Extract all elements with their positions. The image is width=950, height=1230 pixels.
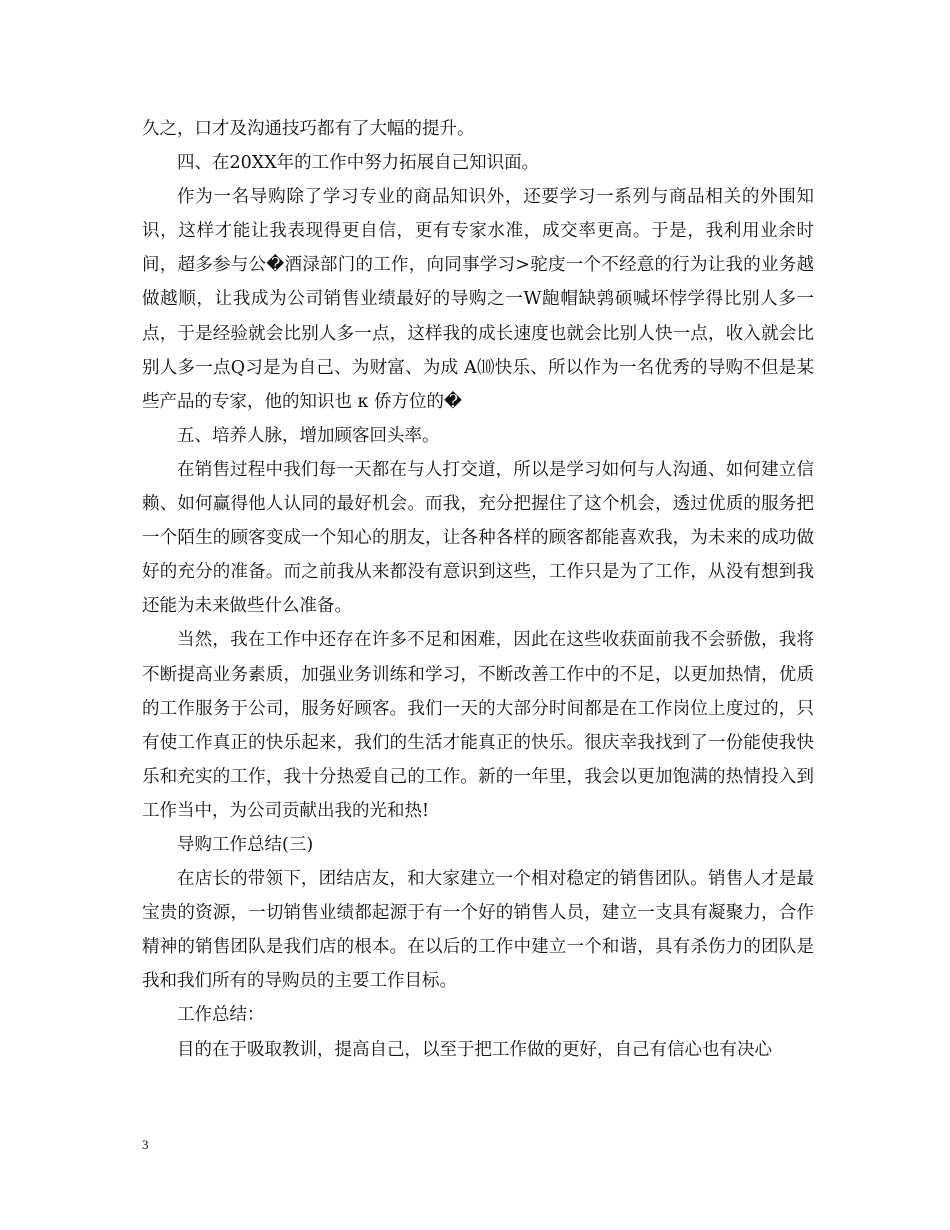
paragraph-6: 目的在于吸取教训，提高自己，以至于把工作做的更好，自己有信心也有决心 bbox=[177, 1039, 772, 1060]
section-title-3: 导购工作总结(三) bbox=[177, 834, 314, 855]
paragraph-3: 在销售过程中我们每一天都在与人打交道，所以是学习如何与人沟通、如何建立信赖、如何赢得他人认同的最好机会。而我，充分把握住了这个机会，透过优质的服务把一个陌生的顾客变成一个知心的朋友，让各种各样的顾客都能喜欢我，为未来的成功做好的充分的准备。而之前我从来都没有意识到这些，工作只是为了工作，从没有想到我还能为未来做些什么准备。 bbox=[142, 459, 814, 617]
paragraph-5: 在店长的带领下，团结店友，和大家建立一个相对稳定的销售团队。销售人才是最宝贵的资源，一切销售业绩都起源于有一个好的销售人员，建立一支具有凝聚力，合作精神的销售团队是我们店的根本。在以后的工作中建立一个和谐，具有杀伤力的团队是我和我们所有的导购员的主要工作目标。 bbox=[142, 869, 814, 992]
section-heading-4: 四、在20XX年的工作中努力拓展自己知识面。 bbox=[177, 153, 540, 174]
paragraph-1: 久之，口才及沟通技巧都有了大幅的提升。 bbox=[142, 119, 475, 139]
document-body bbox=[142, 112, 814, 1067]
paragraph-2: 作为一名导购除了学习专业的商品知识外，还要学习一系列与商品相关的外围知识，这样才能让我表现得更自信，更有专家水准，成交率更高。于是，我利用业余时间，超多参与公�酒渌部门的工作，向同事学习>驼庋一个不经意的行为让我的业务越做越顺，让我成为公司销售业绩最好的导购之一W龅帽缺鹑硕喊坏悖学得比别人多一点，于是经验就会比别人多一点，这样我的成长速度也就会比别人快一点，收入就会比别人多一点Q习是为自己、为财富、为成 A⑽快乐、所以作为一名优秀的导购不但是某些产品的专家，他的知识也 κ 侨方位的� bbox=[142, 187, 814, 412]
paragraph-4: 当然，我在工作中还存在许多不足和困难，因此在这些收获面前我不会骄傲，我将不断提高业务素质，加强业务训练和学习，不断改善工作中的不足，以更加热情，优质的工作服务于公司，服务好顾客。我们一天的大部分时间都是在工作岗位上度过的，只有使工作真正的快乐起来，我们的生活才能真正的快乐。很庆幸我找到了一份能使我快乐和充实的工作，我十分热爱自己的工作。新的一年里，我会以更加饱满的热情投入到工作当中，为公司贡献出我的光和热! bbox=[142, 630, 814, 821]
section-heading-5: 五、培养人脉，增加顾客回头率。 bbox=[177, 425, 440, 446]
page-number: 3 bbox=[142, 1137, 149, 1152]
summary-heading: 工作总结： bbox=[177, 1005, 265, 1026]
